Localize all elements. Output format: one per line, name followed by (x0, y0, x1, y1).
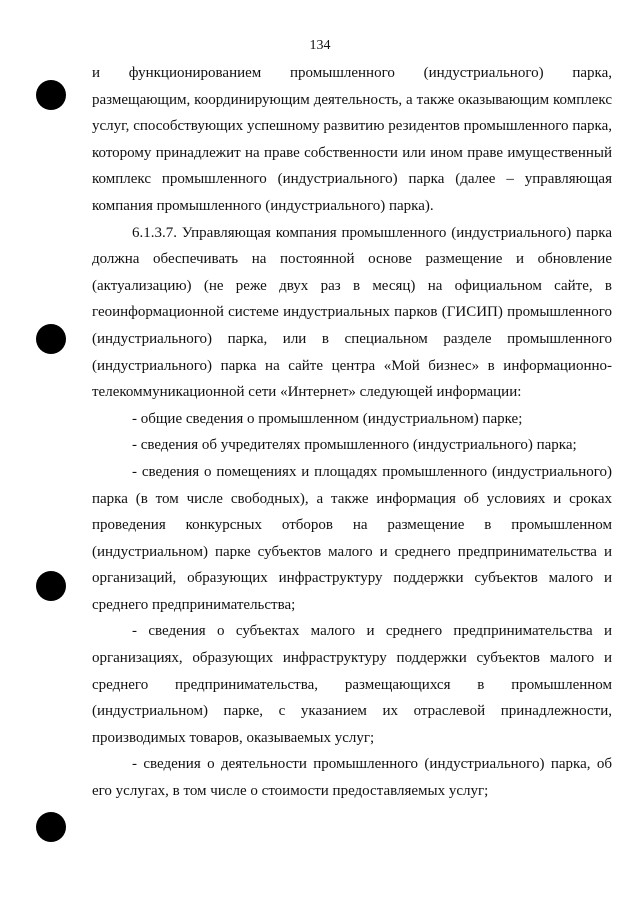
paragraph: 6.1.3.7. Управляющая компания промышленного (индустриального) парка должна обеспечивать на постоянной основе размещение и обновление (актуализацию) (не реже двух раз в месяц) на официальном сайте, в геоинформационной системе индустриальных парков (ГИСИП) промышленного (индустриального) парка, или в специальном разделе промышленного (индустриального) парка на сайте центра «Мой бизнес» в информационно-телекоммуникационной сети «Интернет» следующей информации: (92, 224, 612, 401)
page-number: 134 (309, 38, 331, 53)
punch-hole (36, 812, 66, 842)
punch-hole (36, 80, 66, 110)
punch-hole (36, 571, 66, 601)
list-item: - сведения о субъектах малого и среднего предпринимательства и организациях, образующих инфраструктуру поддержки субъектов малого и среднего предпринимательства, размещающихся в промышленном (индустриальном) парке, с указанием их отраслевой принадлежности, производимых товаров, оказываемых услуг; (92, 623, 612, 746)
list-item: - сведения о деятельности промышленного (индустриального) парка, об его услугах, в том числе о стоимости предоставляемых услуг; (92, 756, 612, 800)
punch-hole (36, 324, 66, 354)
list-item: - общие сведения о промышленном (индустриальном) парке; (132, 410, 523, 427)
document-body (92, 60, 612, 805)
paragraph: и функционированием промышленного (индустриального) парка, размещающим, координирующим деятельность, а также оказывающим комплекс услуг, способствующих успешному развитию резидентов промышленного парка, которому принадлежит на праве собственности или ином праве имущественный комплекс промышленного (индустриального) парка (далее – управляющая компания промышленного (индустриального) парка). (92, 65, 612, 214)
list-item: - сведения об учредителях промышленного (индустриального) парка; (132, 437, 577, 454)
list-item: - сведения о помещениях и площадях промышленного (индустриального) парка (в том числе свободных), а также информация об условиях и сроках проведения конкурсных отборов на размещение в промышленном (индустриальном) парке субъектов малого и среднего предпринимательства и организаций, образующих инфраструктуру поддержки субъектов малого и среднего предпринимательства; (92, 463, 612, 613)
